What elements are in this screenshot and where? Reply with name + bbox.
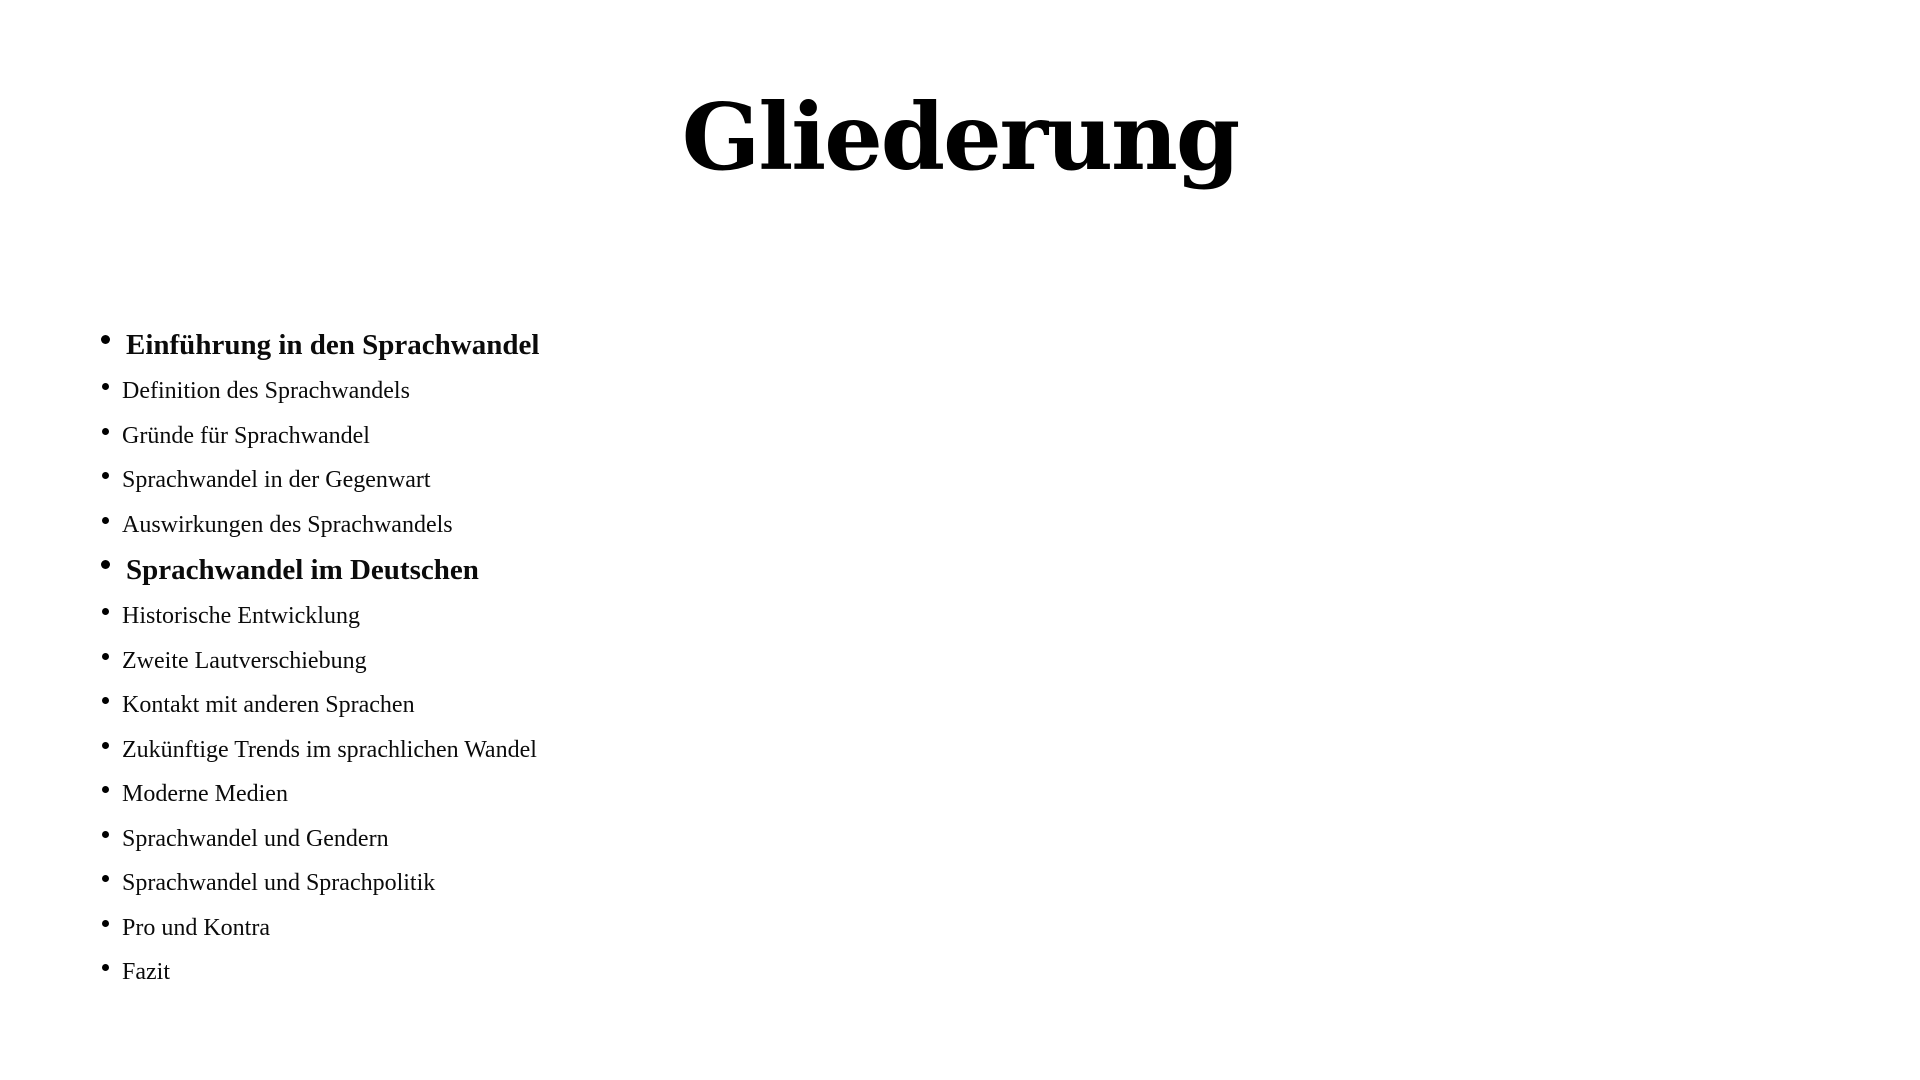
outline-item-label: Gründe für Sprachwandel xyxy=(122,422,370,449)
outline-item xyxy=(102,458,1002,503)
outline-item xyxy=(102,414,1002,459)
outline-item-label: Zukünftige Trends im sprachlichen Wandel xyxy=(122,736,537,763)
bullet-dot-icon xyxy=(102,964,109,971)
outline-item xyxy=(102,683,1002,728)
outline-item xyxy=(102,906,1002,951)
outline-item xyxy=(102,772,1002,817)
bullet-dot-icon xyxy=(101,560,110,569)
outline-item xyxy=(102,728,1002,773)
outline-heading xyxy=(102,322,1002,369)
bullet-dot-icon xyxy=(102,697,109,704)
outline-list xyxy=(102,322,1002,995)
outline-heading-label: Sprachwandel im Deutschen xyxy=(126,554,479,586)
outline-item-label: Auswirkungen des Sprachwandels xyxy=(122,511,453,538)
outline-item-label: Zweite Lautverschiebung xyxy=(122,647,367,674)
outline-item-label: Fazit xyxy=(122,959,170,985)
outline-heading xyxy=(102,547,1002,594)
outline-item xyxy=(102,594,1002,639)
slide-title: Gliederung xyxy=(681,83,1239,191)
outline-item-label: Pro und Kontra xyxy=(122,914,270,941)
outline-item-label: Moderne Medien xyxy=(122,781,288,807)
bullet-dot-icon xyxy=(102,608,109,615)
bullet-dot-icon xyxy=(102,517,109,524)
outline-item-label: Sprachwandel in der Gegenwart xyxy=(122,467,431,493)
outline-item-label: Kontakt mit anderen Sprachen xyxy=(122,692,415,718)
bullet-dot-icon xyxy=(102,742,109,749)
outline-item-label: Historische Entwicklung xyxy=(122,603,360,629)
outline-item-label: Definition des Sprachwandels xyxy=(122,378,410,404)
outline-item xyxy=(102,503,1002,548)
bullet-dot-icon xyxy=(102,383,109,390)
bullet-dot-icon xyxy=(102,786,109,793)
bullet-dot-icon xyxy=(102,875,109,882)
bullet-dot-icon xyxy=(101,335,110,344)
bullet-dot-icon xyxy=(102,920,109,927)
bullet-dot-icon xyxy=(102,472,109,479)
outline-item-label: Sprachwandel und Sprachpolitik xyxy=(122,870,436,896)
bullet-dot-icon xyxy=(102,428,109,435)
outline-item xyxy=(102,861,1002,906)
outline-item xyxy=(102,639,1002,684)
outline-item xyxy=(102,950,1002,995)
outline-item xyxy=(102,817,1002,862)
outline-item xyxy=(102,369,1002,414)
bullet-dot-icon xyxy=(102,653,109,660)
outline-item-label: Sprachwandel und Gendern xyxy=(122,825,389,852)
bullet-dot-icon xyxy=(102,831,109,838)
outline-heading-label: Einführung in den Sprachwandel xyxy=(126,329,540,361)
